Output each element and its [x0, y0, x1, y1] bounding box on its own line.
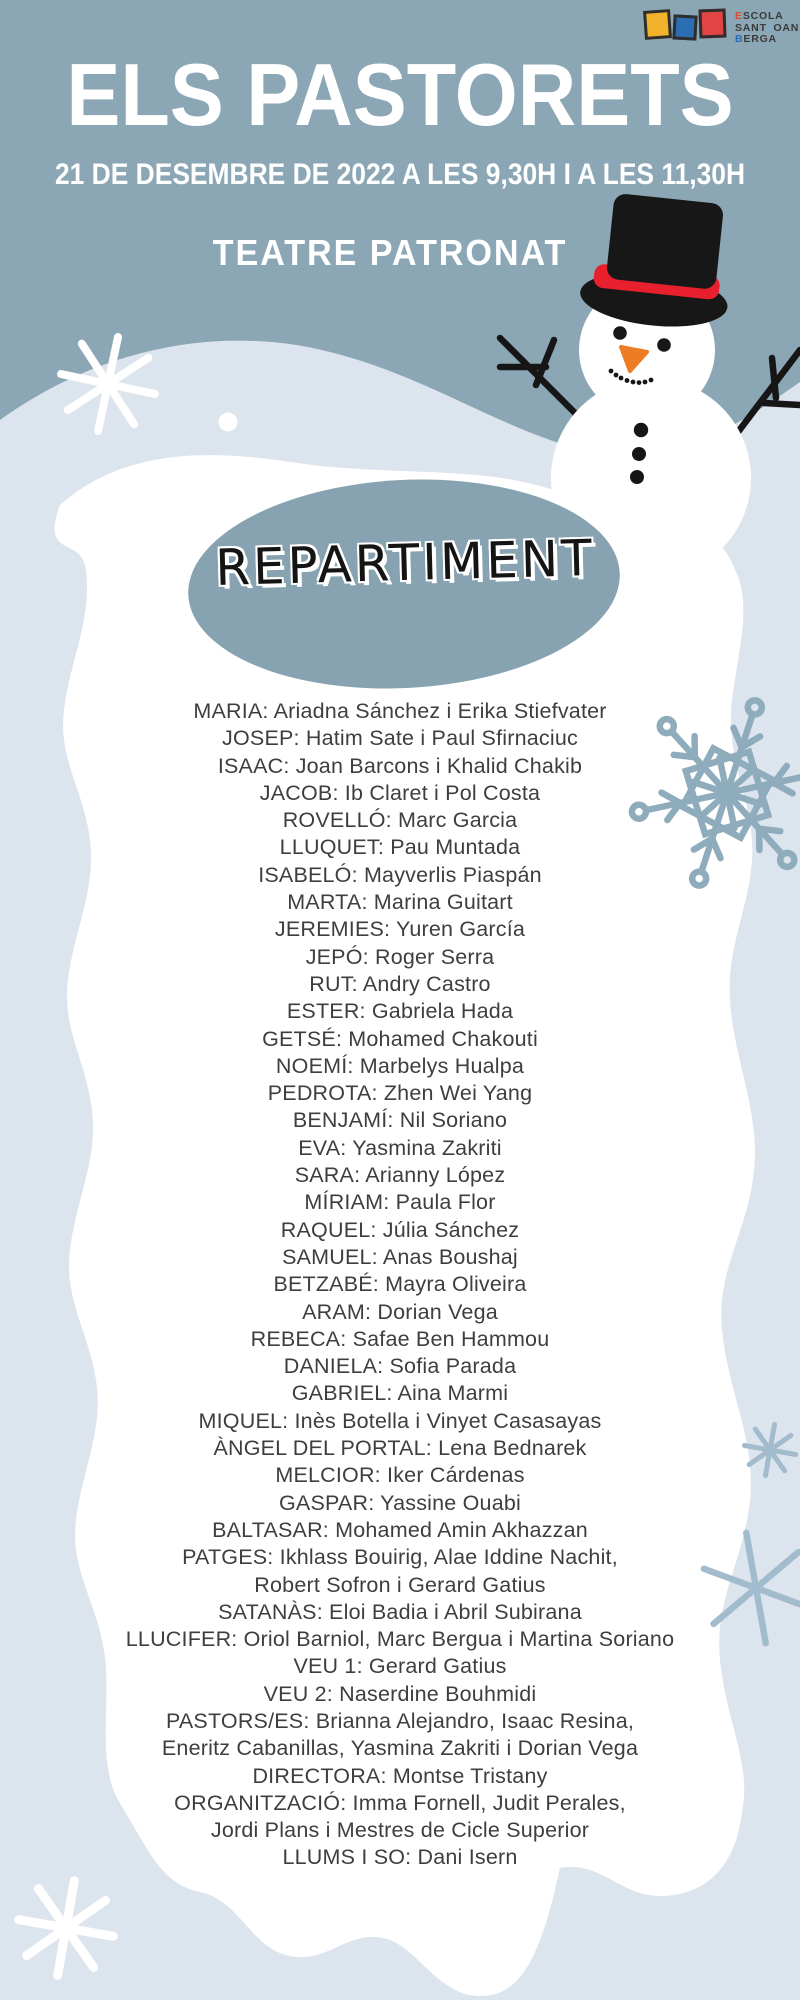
cast-entry-line: ISABELÓ: Mayverlis Piaspán	[258, 862, 542, 887]
poster-title: ELS PASTORETS	[66, 45, 734, 144]
snow-dot	[219, 413, 238, 432]
cast-list	[55, 698, 745, 1872]
cast-entry-line: Robert Sofron i Gerard Gatius	[254, 1572, 546, 1597]
cast-section-heading: REPARTIMENT	[214, 529, 596, 597]
cast-entry-line: DANIELA: Sofia Parada	[283, 1354, 517, 1379]
cast-entry-line: BETZABÉ: Mayra Oliveira	[273, 1272, 527, 1297]
cast-entry-line: BENJAMÍ: Nil Soriano	[292, 1108, 508, 1133]
cast-entry-line: VEU 2: Naserdine Bouhmidi	[263, 1681, 537, 1706]
cast-entry-line: LLUMS I SO: Dani Isern	[282, 1845, 518, 1870]
cast-entry-line: SAMUEL: Anas Boushaj	[282, 1244, 518, 1269]
cast-entry-line: VEU 1: Gerard Gatius	[293, 1654, 507, 1679]
cast-entry-line: NOEMÍ: Marbelys Hualpa	[275, 1053, 525, 1078]
cast-entry-line: MELCIOR: Iker Cárdenas	[275, 1463, 525, 1488]
cast-entry-line: BALTASAR: Mohamed Amin Akhazzan	[212, 1517, 588, 1542]
cast-entry-line: Jordi Plans i Mestres de Cicle Superior	[210, 1818, 590, 1843]
logo-text-line: SANTJOAN	[735, 21, 800, 34]
logo-square-blue	[672, 14, 697, 40]
cast-entry-line: RAQUEL: Júlia Sánchez	[280, 1217, 520, 1242]
cast-entry-line: JOSEP: Hatim Sate i Paul Sfirnaciuc	[222, 726, 578, 751]
logo-text-line: ESCOLA	[735, 10, 784, 22]
venue-name: TEATRE PATRONAT	[212, 232, 568, 273]
cast-entry-line: ÀNGEL DEL PORTAL: Lena Bednarek	[213, 1436, 587, 1461]
cast-entry-line: MARIA: Ariadna Sánchez i Erika Stiefvater	[193, 699, 607, 723]
cast-entry-line: GASPAR: Yassine Ouabi	[278, 1490, 521, 1515]
cast-entry-line: MIQUEL: Inès Botella i Vinyet Casasayas	[198, 1408, 602, 1433]
logo-text	[735, 8, 799, 46]
cast-entry-line: PEDROTA: Zhen Wei Yang	[267, 1081, 533, 1106]
cast-entry-line: ESTER: Gabriela Hada	[286, 999, 514, 1024]
cast-entry-line: ORGANITZACIÓ: Imma Fornell, Judit Perales,	[174, 1790, 626, 1815]
cast-entry-line: JEPÓ: Roger Serra	[305, 944, 495, 969]
cast-entry-line: PASTORS/ES: Brianna Alejandro, Isaac Resina,	[165, 1708, 635, 1733]
cast-entry-line: GETSÉ: Mohamed Chakouti	[262, 1026, 538, 1051]
cast-entry-line: GABRIEL: Aina Marmi	[291, 1381, 509, 1406]
cast-entry-line: EVA: Yasmina Zakriti	[298, 1135, 502, 1160]
cast-entry-line: LLUCIFER: Oriol Barniol, Marc Bergua i Martina Soriano	[125, 1627, 675, 1652]
cast-entry-line: LLUQUET: Pau Muntada	[279, 835, 521, 860]
cast-entry-line: REBECA: Safae Ben Hammou	[250, 1326, 550, 1351]
cast-entry-line: ISAAC: Joan Barcons i Khalid Chakib	[217, 753, 583, 778]
cast-entry-line: ROVELLÓ: Marc Garcia	[282, 808, 518, 833]
cast-entry-line: JACOB: Ib Claret i Pol Costa	[259, 780, 541, 805]
cast-entry-line: MÍRIAM: Paula Flor	[304, 1190, 496, 1215]
cast-entry-line: ARAM: Dorian Vega	[302, 1299, 498, 1324]
logo-square-red	[699, 9, 727, 39]
cast-entry-line: DIRECTORA: Montse Tristany	[252, 1763, 548, 1788]
cast-entry-line: SATANÀS: Eloi Badia i Abril Subirana	[218, 1599, 582, 1624]
cast-entry-line: PATGES: Ikhlass Bouirig, Alae Iddine Nachit,	[182, 1545, 618, 1570]
cast-entry-line: JEREMIES: Yuren García	[274, 917, 526, 942]
cast-entry-line: SARA: Arianny López	[294, 1163, 506, 1188]
logo-square-yellow	[643, 9, 672, 40]
logo-text-line: BERGA	[735, 33, 777, 45]
cast-entry-line: Eneritz Cabanillas, Yasmina Zakriti i Dorian Vega	[161, 1736, 639, 1761]
cast-entry-line: RUT: Andry Castro	[309, 971, 491, 996]
cast-entry-line: MARTA: Marina Guitart	[287, 890, 513, 915]
show-datetime: 21 DE DESEMBRE DE 2022 A LES 9,30H I A LES 11,30H	[54, 158, 746, 191]
